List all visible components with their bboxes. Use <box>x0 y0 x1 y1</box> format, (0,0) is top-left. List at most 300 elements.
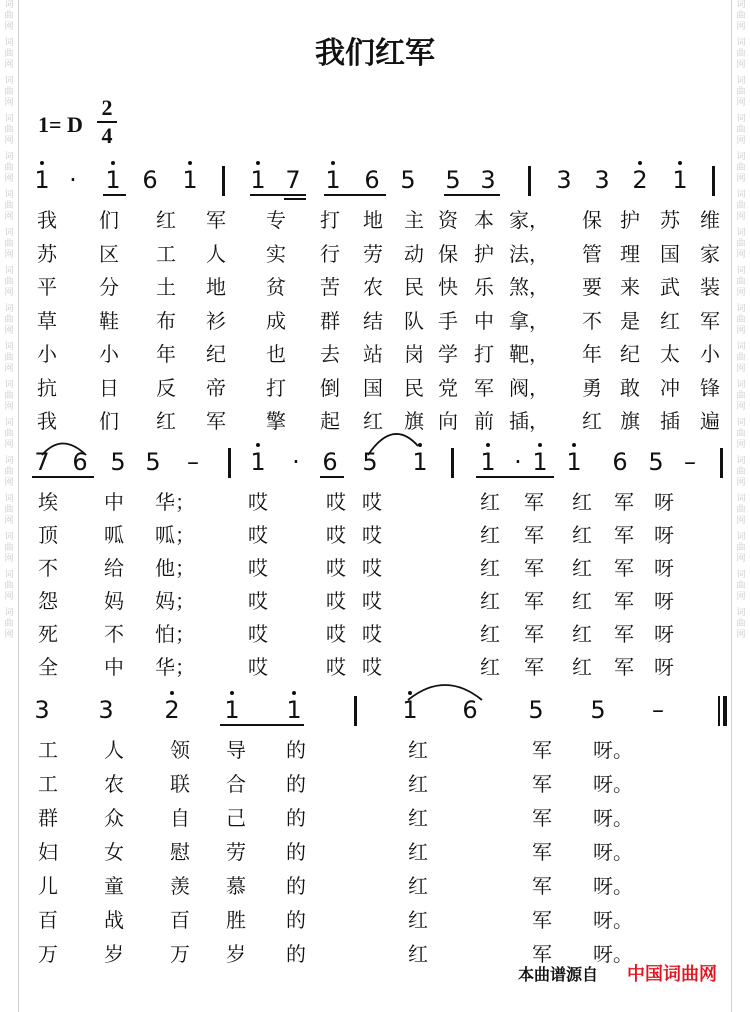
lyric-char: 红 <box>480 556 500 580</box>
lyric-char: 军 <box>524 490 544 514</box>
lyric-char: 哎 <box>326 490 346 514</box>
lyric-char: 人 <box>104 738 124 762</box>
lyric-char: 们 <box>99 409 119 433</box>
lyric-char: 我 <box>37 208 57 232</box>
lyric-char: 军 <box>524 655 544 679</box>
lyric-char: 护 <box>620 208 640 232</box>
lyric-char: 动 <box>404 241 424 266</box>
lyric-char: 阀， <box>509 375 549 400</box>
lyric-char: 我 <box>37 409 57 433</box>
lyric-char: 军 <box>206 409 226 433</box>
lyric-char: 红 <box>363 409 383 433</box>
lyric-char: 哎 <box>326 622 346 646</box>
lyric-char: 乐 <box>474 275 494 299</box>
lyric-char: 呀。 <box>593 908 633 932</box>
note: 5 <box>590 696 606 724</box>
lyric-char: 合 <box>226 772 246 796</box>
lyric-char: 靶， <box>509 342 549 366</box>
note: – <box>684 448 696 476</box>
watermark-text: 词曲网 <box>4 494 14 526</box>
lyric-char: 年 <box>156 342 176 366</box>
lyric-char: 保 <box>438 241 458 266</box>
lyric-char: 领 <box>170 738 190 762</box>
lyric-char: 军 <box>614 589 634 613</box>
lyric-char: 怕； <box>155 622 195 646</box>
note: 7 <box>34 448 50 476</box>
lyric-char: 全 <box>38 655 58 679</box>
lyric-char: 地 <box>363 208 383 232</box>
lyric-char: 不 <box>104 622 124 646</box>
watermark-text: 词曲网 <box>736 456 746 488</box>
watermark-text: 词曲网 <box>736 532 746 564</box>
lyric-char: 华； <box>155 655 195 679</box>
lyric-char: 小 <box>99 342 119 366</box>
lyric-char: 衫 <box>206 308 226 333</box>
lyric-char: 哎 <box>248 655 268 679</box>
lyric-char: 国 <box>363 375 383 400</box>
lyric-char: 地 <box>206 275 226 299</box>
lyric-char: 军 <box>524 556 544 580</box>
lyric-char: 哎 <box>362 523 382 547</box>
note: 3 <box>34 696 50 724</box>
lyric-char: 红 <box>660 308 680 333</box>
lyric-char: 擎 <box>266 409 286 433</box>
lyric-char: 是 <box>620 308 640 333</box>
lyric-char: 工 <box>38 738 58 762</box>
lyric-char: 呀。 <box>593 840 633 864</box>
lyric-char: 们 <box>99 208 119 232</box>
note: 5 <box>362 448 378 476</box>
lyric-char: 前 <box>474 409 494 433</box>
lyric-char: 呀 <box>654 523 674 547</box>
lyric-char: 军 <box>614 655 634 679</box>
watermark-text: 词曲网 <box>736 304 746 336</box>
lyric-char: 百 <box>170 908 190 932</box>
lyric-char: 己 <box>226 806 246 830</box>
lyric-char: 众 <box>104 806 124 830</box>
lyric-char: 军 <box>474 375 494 400</box>
watermark-text: 词曲网 <box>4 342 14 374</box>
note: 6 <box>72 448 88 476</box>
watermark-text: 词曲网 <box>736 76 746 108</box>
lyric-char: 行 <box>320 241 340 266</box>
lyric-char: 纪 <box>620 342 640 366</box>
lyric-char: 中 <box>474 308 494 333</box>
watermark-text: 词曲网 <box>4 76 14 108</box>
lyric-char: 向 <box>438 409 458 433</box>
watermark-text: 词曲网 <box>4 190 14 222</box>
lyric-char: 红 <box>408 806 428 830</box>
source-label: 本曲谱源自 <box>518 965 599 984</box>
lyric-char: 太 <box>660 342 680 366</box>
lyric-char: 呱； <box>155 523 195 547</box>
note: 6 <box>322 448 338 476</box>
lyric-char: 中 <box>104 490 124 514</box>
lyric-char: 军 <box>532 840 552 864</box>
note: 5 <box>445 166 461 194</box>
lyric-char: 倒 <box>320 375 340 400</box>
lyric-char: 分 <box>99 275 119 299</box>
lyric-char: 妈； <box>155 589 195 613</box>
lyric-char: 结 <box>363 308 383 333</box>
lyric-char: 红 <box>156 409 176 433</box>
note: 1 <box>412 448 428 476</box>
lyric-char: 本 <box>474 208 494 232</box>
lyric-char: 华； <box>155 490 195 514</box>
lyric-char: 红 <box>572 622 592 646</box>
watermark-text: 词曲网 <box>736 190 746 222</box>
lyric-char: 鞋 <box>99 308 119 333</box>
lyric-char: 岁 <box>226 942 246 966</box>
note: – <box>652 696 664 724</box>
lyric-char: 儿 <box>38 874 58 898</box>
lyric-char: 哎 <box>362 589 382 613</box>
lyric-char: 羡 <box>170 874 190 898</box>
lyric-char: 埃 <box>38 490 58 514</box>
lyric-char: 红 <box>156 208 176 232</box>
note: 1 <box>286 696 302 724</box>
lyric-char: 红 <box>480 655 500 679</box>
lyric-char: 小 <box>700 342 720 366</box>
lyric-char: 手 <box>438 308 458 333</box>
note: 6 <box>364 166 380 194</box>
lyric-char: 资 <box>438 208 458 232</box>
lyric-char: 军 <box>206 208 226 232</box>
lyric-char: 去 <box>320 342 340 366</box>
lyric-char: 帝 <box>206 375 226 400</box>
lyric-char: 呱 <box>104 523 124 547</box>
lyric-char: 苏 <box>37 241 57 266</box>
note: 5 <box>110 448 126 476</box>
lyric-char: 红 <box>572 655 592 679</box>
lyric-char: 土 <box>156 275 176 299</box>
lyric-char: 民 <box>404 375 424 400</box>
lyric-char: 童 <box>104 874 124 898</box>
lyric-char: 纪 <box>206 342 226 366</box>
lyric-char: 贫 <box>266 275 286 299</box>
lyric-char: 学 <box>438 342 458 366</box>
note: 1 <box>532 448 548 476</box>
lyric-char: 自 <box>170 806 190 830</box>
watermark-text: 词曲网 <box>4 0 14 32</box>
lyric-char: 打 <box>474 342 494 366</box>
lyric-char: 哎 <box>248 490 268 514</box>
lyric-char: 的 <box>286 840 306 864</box>
lyric-char: 打 <box>266 375 286 400</box>
lyric-char: 哎 <box>248 589 268 613</box>
lyric-char: 妈 <box>104 589 124 613</box>
lyric-char: 呀。 <box>593 874 633 898</box>
lyric-char: 红 <box>408 874 428 898</box>
lyric-char: 呀。 <box>593 942 633 966</box>
lyric-char: 工 <box>38 772 58 796</box>
watermark-text: 词曲网 <box>4 456 14 488</box>
lyric-char: 护 <box>474 241 494 266</box>
lyric-char: 红 <box>480 523 500 547</box>
note: 3 <box>98 696 114 724</box>
lyric-char: 红 <box>572 556 592 580</box>
slur-row2-m2 <box>368 434 418 455</box>
note: 7 <box>285 166 301 194</box>
note: 1 <box>480 448 496 476</box>
lyric-char: 草 <box>37 308 57 333</box>
watermark-text: 词曲网 <box>4 266 14 298</box>
lyric-char: 小 <box>37 342 57 366</box>
lyric-char: 家， <box>509 208 549 232</box>
lyric-char: 军 <box>532 772 552 796</box>
lyric-char: 红 <box>480 622 500 646</box>
note: 6 <box>612 448 628 476</box>
lyric-char: 呀 <box>654 589 674 613</box>
note: 3 <box>480 166 496 194</box>
lyric-char: 站 <box>363 342 383 366</box>
watermark-text: 词曲网 <box>736 228 746 260</box>
lyric-char: 哎 <box>326 523 346 547</box>
note: 1 <box>250 166 266 194</box>
lyric-char: 哎 <box>362 556 382 580</box>
lyric-char: 来 <box>620 275 640 299</box>
lyric-char: 的 <box>286 874 306 898</box>
lyric-char: 慕 <box>226 874 246 898</box>
lyric-char: 军 <box>614 523 634 547</box>
lyric-char: 年 <box>582 342 602 366</box>
lyric-char: 红 <box>582 409 602 433</box>
lyric-char: 劳 <box>363 241 383 266</box>
watermark-text: 词曲网 <box>736 152 746 184</box>
lyric-char: 呀 <box>654 556 674 580</box>
watermark-text: 词曲网 <box>4 38 14 70</box>
lyric-char: 胜 <box>226 908 246 932</box>
lyric-char: 不 <box>582 308 602 333</box>
lyric-char: 的 <box>286 772 306 796</box>
lyric-char: 红 <box>408 840 428 864</box>
time-signature-bottom: 4 <box>101 123 113 148</box>
slur-row3-m2 <box>408 685 482 700</box>
key-signature: 1= D <box>38 112 83 137</box>
lyric-char: 百 <box>38 908 58 932</box>
note: · <box>292 448 300 476</box>
lyric-char: 军 <box>532 874 552 898</box>
lyric-char: 军 <box>532 738 552 762</box>
lyric-char: 红 <box>408 942 428 966</box>
lyric-char: 导 <box>226 738 246 762</box>
lyric-char: 他； <box>155 556 195 580</box>
lyric-char: 不 <box>38 556 58 580</box>
lyric-char: 妇 <box>38 840 58 864</box>
watermark-text: 词曲网 <box>4 608 14 640</box>
note: 5 <box>145 448 161 476</box>
watermark-text: 词曲网 <box>736 342 746 374</box>
lyric-char: 敢 <box>620 375 640 400</box>
note: 1 <box>224 696 240 724</box>
lyric-char: 旗 <box>620 409 640 433</box>
lyric-char: 快 <box>438 275 458 299</box>
watermark-text: 词曲网 <box>736 380 746 412</box>
lyric-char: 哎 <box>248 622 268 646</box>
note: 1 <box>250 448 266 476</box>
note: · <box>69 166 77 194</box>
lyric-char: 给 <box>104 556 124 580</box>
slur-row2-m1 <box>42 444 86 456</box>
watermark-text: 词曲网 <box>4 380 14 412</box>
lyric-char: 哎 <box>326 556 346 580</box>
lyric-char: 的 <box>286 908 306 932</box>
lyric-char: 哎 <box>248 523 268 547</box>
note: 1 <box>672 166 688 194</box>
lyric-char: 军 <box>532 942 552 966</box>
lyric-char: 主 <box>404 208 424 232</box>
note: 1 <box>566 448 582 476</box>
lyric-char: 的 <box>286 942 306 966</box>
note: 1 <box>325 166 341 194</box>
lyric-char: 军 <box>524 523 544 547</box>
lyric-char: 平 <box>37 275 57 299</box>
lyric-char: 军 <box>614 622 634 646</box>
lyric-char: 的 <box>286 806 306 830</box>
lyric-char: 农 <box>363 275 383 299</box>
watermark-text: 词曲网 <box>736 0 746 32</box>
lyric-char: 哎 <box>326 655 346 679</box>
lyric-char: 联 <box>170 772 190 796</box>
lyric-char: 起 <box>320 409 340 433</box>
lyric-char: 实 <box>266 241 286 266</box>
watermark-text: 词曲网 <box>4 114 14 146</box>
lyric-char: 岁 <box>104 942 124 966</box>
lyric-char: 理 <box>620 241 640 266</box>
watermark-text: 词曲网 <box>736 570 746 602</box>
lyric-char: 民 <box>404 275 424 299</box>
note: – <box>187 448 199 476</box>
lyric-char: 顶 <box>38 523 58 547</box>
lyric-char: 区 <box>99 241 119 266</box>
lyric-char: 哎 <box>248 556 268 580</box>
lyric-char: 红 <box>408 738 428 762</box>
lyric-char: 插 <box>660 409 680 433</box>
lyric-char: 成 <box>266 308 286 333</box>
lyric-char: 打 <box>320 208 340 232</box>
lyric-char: 工 <box>156 241 176 266</box>
note: 5 <box>648 448 664 476</box>
note: 5 <box>528 696 544 724</box>
lyric-char: 布 <box>156 308 176 333</box>
lyric-char: 岗 <box>404 342 424 366</box>
lyric-char: 插， <box>509 409 549 433</box>
note: 3 <box>556 166 572 194</box>
lyric-char: 苏 <box>660 208 680 232</box>
lyric-char: 呀。 <box>593 806 633 830</box>
note: 1 <box>182 166 198 194</box>
lyric-char: 党 <box>438 375 458 400</box>
lyric-char: 人 <box>206 241 226 266</box>
watermark-text: 词曲网 <box>736 418 746 450</box>
lyric-char: 呀 <box>654 655 674 679</box>
lyric-char: 日 <box>99 375 119 400</box>
lyric-char: 呀 <box>654 622 674 646</box>
watermark-text: 词曲网 <box>736 266 746 298</box>
note: 6 <box>462 696 478 724</box>
lyric-char: 专 <box>266 208 286 232</box>
lyric-char: 反 <box>156 375 176 400</box>
note: 2 <box>164 696 180 724</box>
lyric-char: 锋 <box>700 375 720 400</box>
lyric-char: 法， <box>509 241 549 266</box>
song-title: 我们红军 <box>315 36 435 71</box>
lyric-char: 拿， <box>509 308 549 333</box>
lyric-char: 军 <box>614 556 634 580</box>
note: 1 <box>402 696 418 724</box>
watermark-text: 词曲网 <box>736 38 746 70</box>
lyric-char: 红 <box>408 772 428 796</box>
lyric-char: 红 <box>480 490 500 514</box>
lyric-char: 遍 <box>700 409 720 433</box>
lyric-char: 万 <box>170 942 190 966</box>
lyric-char: 也 <box>266 342 286 366</box>
lyric-char: 红 <box>572 589 592 613</box>
lyric-char: 慰 <box>170 840 190 864</box>
watermark-text: 词曲网 <box>736 114 746 146</box>
lyric-char: 煞， <box>509 275 549 299</box>
note: 6 <box>142 166 158 194</box>
watermark-text: 词曲网 <box>4 228 14 260</box>
lyric-char: 军 <box>524 589 544 613</box>
lyric-char: 维 <box>700 208 720 232</box>
lyric-char: 女 <box>104 840 124 864</box>
lyric-char: 军 <box>614 490 634 514</box>
lyric-char: 冲 <box>660 375 680 400</box>
time-signature-top: 2 <box>101 95 113 120</box>
source-site-link[interactable]: 中国词曲网 <box>627 964 717 985</box>
lyric-char: 呀。 <box>593 772 633 796</box>
lyric-char: 抗 <box>37 375 57 400</box>
lyric-char: 红 <box>572 490 592 514</box>
watermark-text: 词曲网 <box>4 532 14 564</box>
watermark-text: 词曲网 <box>4 304 14 336</box>
lyric-char: 红 <box>408 908 428 932</box>
lyric-char: 哎 <box>362 622 382 646</box>
lyric-char: 勇 <box>582 375 602 400</box>
lyric-char: 红 <box>572 523 592 547</box>
lyric-char: 武 <box>660 275 680 299</box>
watermark-text: 词曲网 <box>736 494 746 526</box>
lyric-char: 呀 <box>654 490 674 514</box>
lyric-char: 劳 <box>226 840 246 864</box>
lyric-char: 哎 <box>362 490 382 514</box>
note: 1 <box>34 166 50 194</box>
lyric-char: 管 <box>582 241 602 266</box>
lyric-char: 国 <box>660 241 680 266</box>
lyric-char: 群 <box>320 308 340 333</box>
watermark-text: 词曲网 <box>4 152 14 184</box>
lyric-char: 军 <box>532 806 552 830</box>
note: 3 <box>594 166 610 194</box>
lyric-char: 死 <box>38 622 58 646</box>
lyric-char: 苦 <box>320 275 340 299</box>
lyric-char: 军 <box>532 908 552 932</box>
watermark-text: 词曲网 <box>4 570 14 602</box>
lyric-char: 军 <box>700 308 720 333</box>
lyric-char: 旗 <box>404 409 424 433</box>
lyric-char: 怨 <box>38 589 58 613</box>
lyric-char: 万 <box>38 942 58 966</box>
lyric-char: 哎 <box>326 589 346 613</box>
lyric-char: 呀。 <box>593 738 633 762</box>
note: 2 <box>632 166 648 194</box>
lyric-char: 哎 <box>362 655 382 679</box>
lyric-char: 队 <box>404 308 424 333</box>
lyric-char: 装 <box>700 275 720 299</box>
watermark-text: 词曲网 <box>4 418 14 450</box>
lyric-char: 家 <box>700 241 720 266</box>
